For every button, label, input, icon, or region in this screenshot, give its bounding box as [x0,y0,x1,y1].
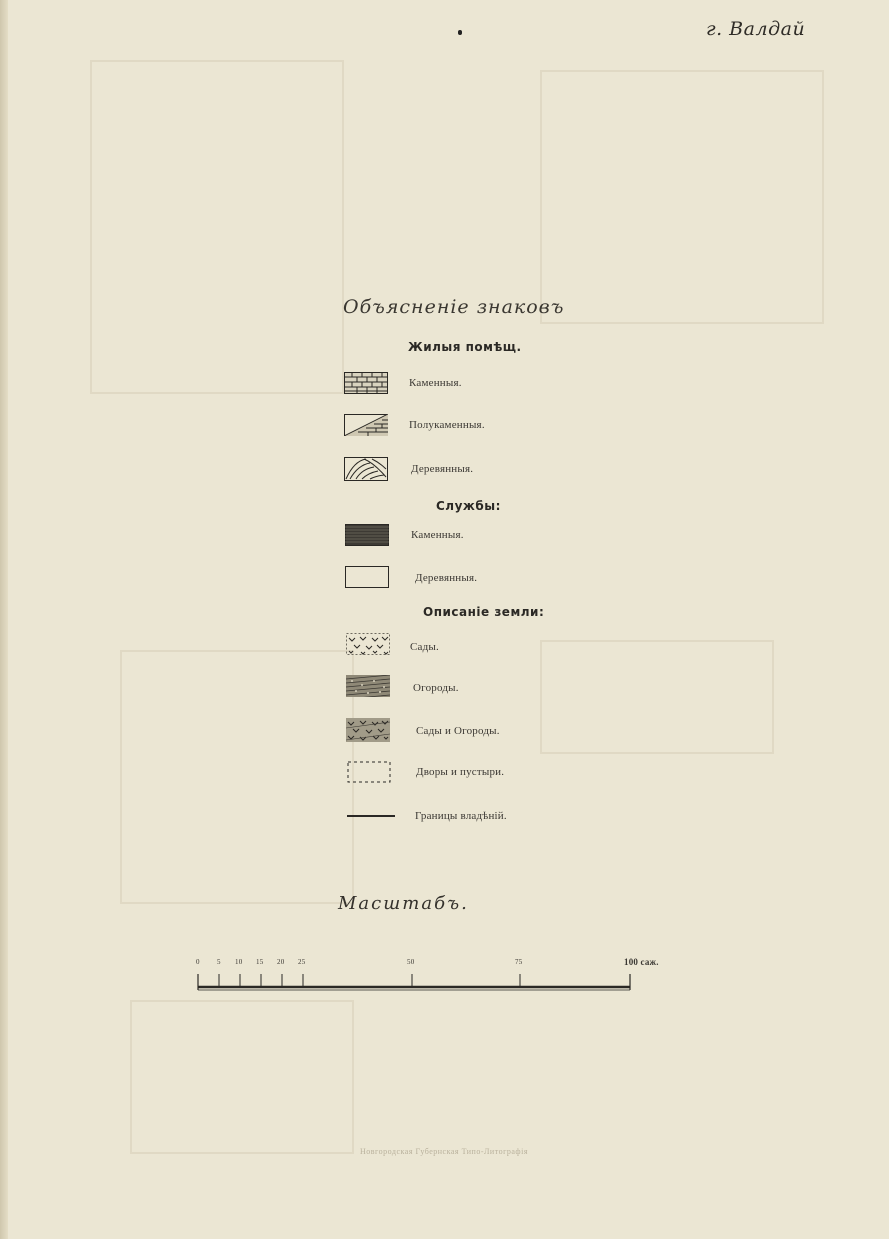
scale-tick-label: 50 [407,958,415,966]
empty-box-symbol [345,566,389,588]
printer-imprint: Новгородская Губернская Типо-Литографія [360,1147,529,1156]
brick-hatch-symbol [344,372,388,394]
legend-heading-land: Описаніе земли: [423,605,545,619]
legend-title: Объясненіе знаковъ [343,296,565,318]
scale-title: Масштабъ. [338,893,469,914]
ink-dot [458,30,462,35]
bleed-through-frame [90,60,344,394]
legend-label: Каменныя. [411,529,464,541]
scale-tick-label: 20 [277,958,285,966]
legend-label: Огороды. [413,682,459,694]
garden-pattern-symbol [346,633,390,655]
dashed-box-symbol [347,760,391,782]
bleed-through-frame [540,70,824,324]
legend-label: Деревянныя. [415,572,478,584]
legend-label: Сады. [410,641,439,653]
place-label: г. Валдай [706,18,806,40]
scale-tick-label: 0 [196,958,200,966]
bleed-through-frame [130,1000,354,1154]
legend-label: Деревянныя. [411,463,474,475]
garden-vegetable-pattern-symbol [346,718,390,740]
dense-hatch-symbol [345,524,389,546]
scale-tick-label: 10 [235,958,243,966]
bleed-through-frame [120,650,354,904]
bleed-through-frame [540,640,774,754]
legend-label: Полукаменныя. [409,419,485,431]
page-edge [0,0,8,1239]
legend-label: Сады и Огороды. [416,725,500,737]
half-hatch-symbol [344,414,388,436]
scale-tick-label: 75 [515,958,523,966]
solid-line-symbol [347,803,391,825]
legend-label: Дворы и пустыри. [416,766,505,778]
scale-tick-label: 15 [256,958,264,966]
scale-tick-label: 25 [298,958,306,966]
legend-label: Границы владѣній. [415,810,507,822]
legend-label: Каменныя. [409,377,462,389]
arc-hatch-symbol [344,457,388,479]
legend-heading-outbuildings: Службы: [436,499,501,513]
vegetable-pattern-symbol [346,675,390,697]
scale-tick-label-end: 100 саж. [624,957,659,967]
scale-tick-label: 5 [217,958,221,966]
legend-heading-dwellings: Жилыя помѣщ. [408,340,522,354]
